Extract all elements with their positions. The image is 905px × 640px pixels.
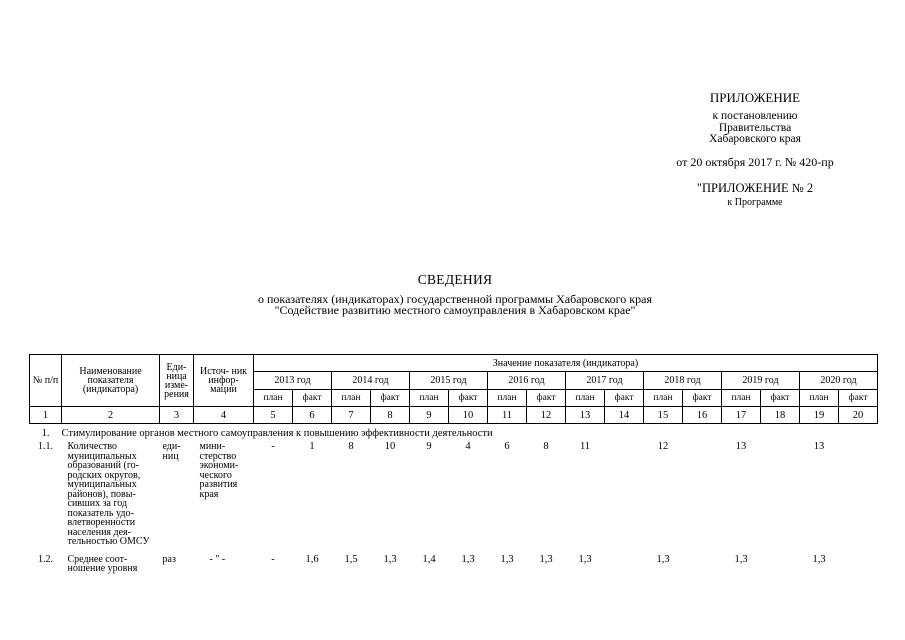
table-row: [30, 547, 878, 574]
row-number: 1.2.: [38, 553, 53, 565]
header-name: Наименование показателя (индикатора): [62, 355, 160, 407]
header-plan: план: [566, 390, 605, 407]
header-fact: факт: [605, 390, 644, 407]
header-fact: факт: [761, 390, 800, 407]
appendix-date: от 20 октября 2017 г. № 420-пр: [676, 155, 834, 169]
header-year: 2014 год: [332, 372, 410, 390]
appendix-sub-line: к постановлению: [712, 110, 798, 122]
column-number: 10: [449, 407, 488, 424]
section-row: [30, 424, 878, 443]
cell-fact: [683, 547, 722, 574]
cell-plan: -: [271, 553, 275, 565]
column-number: 1: [30, 407, 62, 424]
cell-fact: [683, 442, 722, 547]
column-number: 20: [839, 407, 878, 424]
cell-plan: 1,3: [812, 553, 826, 565]
header-source: Источ- ник инфор- мации: [194, 355, 254, 407]
cell-plan: 13: [813, 441, 825, 452]
header-year: 2016 год: [488, 372, 566, 390]
row-unit: еди- ниц: [162, 441, 181, 462]
column-number: 4: [194, 407, 254, 424]
column-number: 17: [722, 407, 761, 424]
header-plan: план: [644, 390, 683, 407]
column-number: 6: [293, 407, 332, 424]
header-plan: план: [410, 390, 449, 407]
cell-fact: 1,3: [383, 553, 397, 565]
column-number: 7: [332, 407, 371, 424]
cell-fact: 4: [465, 441, 471, 452]
appendix-sub-line: Хабаровского края: [709, 133, 801, 145]
cell-plan: 1,4: [422, 553, 436, 565]
cell-fact: 1,3: [461, 553, 475, 565]
section-title: Стимулирование органов местного самоуправления к повышению эффективности деятельности: [61, 427, 493, 439]
appendix-title: ПРИЛОЖЕНИЕ: [709, 90, 801, 105]
cell-fact: 1: [309, 441, 315, 452]
header-unit: Еди- ница изме- рения: [160, 355, 194, 407]
column-number: 15: [644, 407, 683, 424]
cell-plan: 8: [348, 441, 354, 452]
cell-fact: [761, 547, 800, 574]
header-no: № п/п: [30, 355, 62, 407]
header-fact: факт: [839, 390, 878, 407]
appendix-subtitle: [640, 111, 870, 146]
header-year: 2019 год: [722, 372, 800, 390]
cell-fact: [605, 547, 644, 574]
column-number: 3: [160, 407, 194, 424]
header-plan: план: [800, 390, 839, 407]
cell-fact: 8: [543, 441, 549, 452]
row-source: - " -: [209, 553, 226, 565]
column-number: 12: [527, 407, 566, 424]
indicators-table: [29, 354, 878, 574]
appendix2-title: "ПРИЛОЖЕНИЕ № 2: [696, 181, 814, 195]
header-fact: факт: [683, 390, 722, 407]
section-number: 1.: [41, 427, 50, 439]
header-fact: факт: [293, 390, 332, 407]
header-fact: факт: [527, 390, 566, 407]
header-plan: план: [488, 390, 527, 407]
header-values: Значение показателя (индикатора): [254, 355, 878, 372]
document-title: СВЕДЕНИЯ: [417, 272, 493, 287]
cell-plan: 1,3: [734, 553, 748, 565]
header-plan: план: [332, 390, 371, 407]
column-number: 16: [683, 407, 722, 424]
column-number: 13: [566, 407, 605, 424]
cell-plan: 1,3: [500, 553, 514, 565]
document-subtitle: [160, 294, 750, 316]
cell-fact: 1,3: [539, 553, 553, 565]
subtitle-line-1: о показателях (индикаторах) государственной программы Хабаровского края: [258, 292, 652, 306]
row-number: 1.1.: [38, 441, 53, 452]
row-source: мини- стерство экономи- ческого развития края: [199, 441, 239, 500]
cell-plan: -: [271, 441, 275, 452]
cell-plan: 9: [426, 441, 432, 452]
cell-plan: 1,3: [656, 553, 670, 565]
header-year: 2015 год: [410, 372, 488, 390]
cell-fact: [839, 547, 878, 574]
column-numbers-row: [30, 407, 878, 424]
cell-fact: [839, 442, 878, 547]
header-fact: факт: [371, 390, 410, 407]
column-number: 18: [761, 407, 800, 424]
cell-fact: 10: [384, 441, 396, 452]
cell-plan: 13: [735, 441, 747, 452]
table-row: [30, 442, 878, 547]
cell-plan: 12: [657, 441, 669, 452]
cell-plan: 1,5: [344, 553, 358, 565]
header-plan: план: [722, 390, 761, 407]
column-number: 2: [62, 407, 160, 424]
column-number: 11: [488, 407, 527, 424]
cell-fact: [605, 442, 644, 547]
header-fact: факт: [449, 390, 488, 407]
appendix2-subtitle: к Программе: [727, 197, 783, 208]
cell-fact: 1,6: [305, 553, 319, 565]
appendix-sub-line: Правительства: [718, 121, 792, 134]
header-year: 2013 год: [254, 372, 332, 390]
subtitle-line-2: "Содействие развитию местного самоуправления в Хабаровском крае": [274, 303, 636, 317]
column-number: 14: [605, 407, 644, 424]
header-year: 2020 год: [800, 372, 878, 390]
header-year: 2017 год: [566, 372, 644, 390]
row-unit: раз: [162, 553, 176, 565]
row-indicator-name: Среднее соот- ношение уровня: [67, 553, 138, 574]
header-year: 2018 год: [644, 372, 722, 390]
column-number: 19: [800, 407, 839, 424]
column-number: 9: [410, 407, 449, 424]
cell-fact: [761, 442, 800, 547]
cell-plan: 11: [579, 441, 591, 452]
cell-plan: 6: [504, 441, 510, 452]
row-indicator-name: Количество муниципальных образований (го- родских округов, муниципальных районов), повы- сивших за год показатель удо- влетворенности населения дея- тельностью ОМСУ: [67, 441, 150, 547]
cell-plan: 1,3: [578, 553, 592, 565]
column-number: 8: [371, 407, 410, 424]
column-number: 5: [254, 407, 293, 424]
header-plan: план: [254, 390, 293, 407]
